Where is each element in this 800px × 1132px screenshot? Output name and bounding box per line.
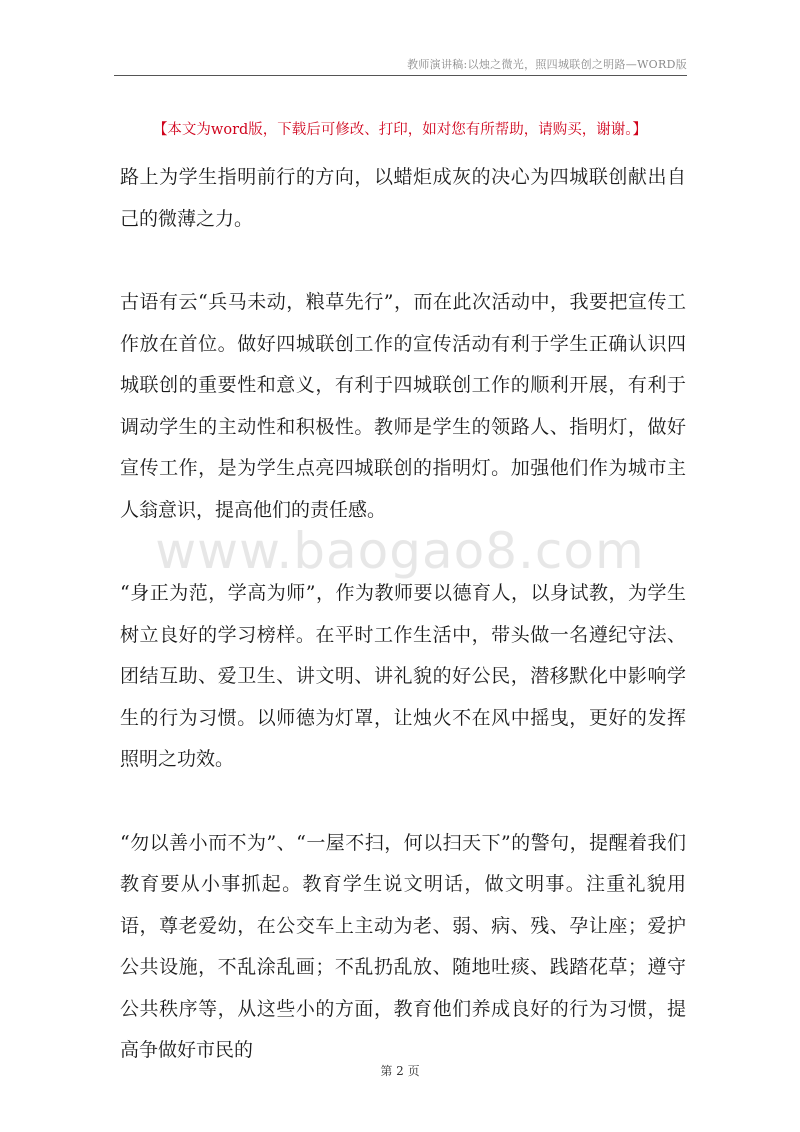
watermark-text: www.baogao8.com xyxy=(155,522,645,580)
header-divider xyxy=(114,75,687,76)
paragraph-3: “身正为范，学高为师”，作为教师要以德育人，以身试教，为学生树立良好的学习榜样。在平时工作生活中，带头做一名遵纪守法、团结互助、爱卫生、讲文明、讲礼貌的好公民，潜移默化中影响学生的行为习惯。以师德为灯罩，让烛火不在风中摇曳，更好的发挥照明之功效。 xyxy=(120,582,686,770)
paragraph-4: “勿以善小而不为”、“一屋不扫，何以扫天下”的警句，提醒着我们教育要从小事抓起。教育学生说文明话，做文明事。注重礼貌用语，尊老爱幼，在公交车上主动为老、弱、病、残、孕让座；爱护公共设施，不乱涂乱画；不乱扔乱放、随地吐痰、践踏花草；遵守公共秩序等，从这些小的方面，教育他们养成良好的行为习惯，提高争做好市民的 xyxy=(120,831,686,1061)
download-notice: 【本文为word版，下载后可修改、打印，如对您有所帮助，请购买，谢谢。】 xyxy=(152,122,648,138)
paragraph-2: 古语有云“兵马未动，粮草先行”，而在此次活动中，我要把宣传工作放在首位。做好四城联创工作的宣传活动有利于学生正确认识四城联创的重要性和意义，有利于四城联创工作的顺利开展，有利于调动学生的主动性和积极性。教师是学生的领路人、指明灯，做好宣传工作，是为学生点亮四城联创的指明灯。加强他们作为城市主人翁意识，提高他们的责任感。 xyxy=(120,291,686,521)
paragraph-spacer xyxy=(120,781,686,823)
paragraph-1: 路上为学生指明前行的方向，以蜡炬成灰的决心为四城联创献出自己的微薄之力。 xyxy=(120,166,686,230)
paragraph-spacer xyxy=(120,531,686,573)
paragraph-spacer xyxy=(120,240,686,282)
document-header-title: 教师演讲稿:以烛之微光，照四城联创之明路—WORD版 xyxy=(407,58,687,71)
page-number: 第 2 页 xyxy=(380,1064,420,1078)
document-body xyxy=(120,157,686,1072)
